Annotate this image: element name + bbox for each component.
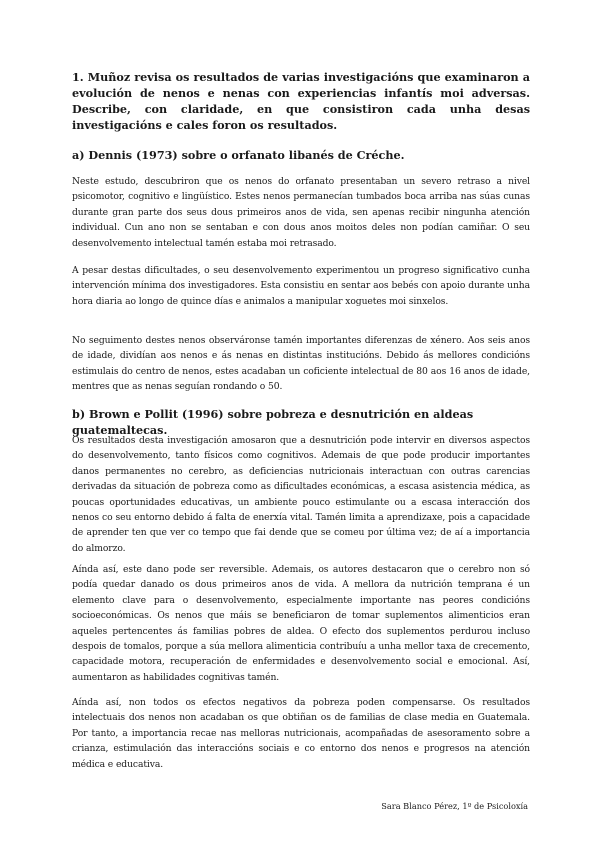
- page-footer: Sara Blanco Pérez, 1º de Psicoloxía: [381, 801, 528, 811]
- section-b-paragraph-3: Aínda así, non todos os efectos negativos da pobreza poden compensarse. Os resultados intelectuais dos nenos non acadaban os que obtiñan os de familias de clase media en Guatemala. Por tanto, a importancia recae nas melloras nutricionais, acompañadas de asesoramento sobre a crianza, estimulación das interaccións sociais e co entorno dos nenos e progresos na atención médica e educativa.: [72, 697, 530, 770]
- section-b-paragraph-2: Aínda así, este dano pode ser reversible. Ademais, os autores destacaron que o cerebro non só podía quedar danado os dous primeiros anos de vida. A mellora da nutrición temprana é un elemento clave para o desenvolvemento, especialmente importante nas peores condicións socioeconómicas. Os nenos que máis se beneficiaron de tomar suplementos alimenticios eran aqueles pertencentes ás familias pobres de aldea. O efecto dos suplementos perdurou incluso despois de tomalos, porque a súa mellora alimenticia contribuíu a unha mellor taxa de crecemento, capacidade motora, recuperación de enfermidades e desenvolvemento social e emocional. Así, aumentaron as habilidades cognitivas tamén.: [72, 564, 530, 683]
- question-text: 1. Muñoz revisa os resultados de varias investigacións que examinaron a evolución de nenos e nenas con experiencias infantís moi adversas. Describe, con claridade, en que consistiron cada unha desas investigacións e cales foron os resultados.: [72, 70, 530, 132]
- section-b-heading: b) Brown e Pollit (1996) sobre pobreza e desnutrición en aldeas guatemaltecas.: [72, 407, 474, 437]
- section-a-paragraph-2: A pesar destas dificultades, o seu desenvolvemento experimentou un progreso significativo cunha intervención mínima dos investigadores. Esta consistiu en sentar aos bebés con apoio durante unha hora diaria ao longo de quince días e animalos a manipular xoguetes moi sinxelos.: [72, 265, 530, 307]
- section-a-paragraph-1: Neste estudo, descubriron que os nenos do orfanato presentaban un severo retraso a nivel psicomotor, cognitivo e lingüístico. Estes nenos permanecían tumbados boca arriba nas súas cunas durante gran parte dos seus dous primeiros anos de vida, sen apenas recibir ningunha atención individual. Cun ano non se sentaban e con dous anos moitos deles non podían camiñar. O seu desenvolvemento intelectual tamén estaba moi retrasado.: [72, 176, 530, 249]
- section-a-heading: a) Dennis (1973) sobre o orfanato libanés de Créche.: [72, 148, 405, 162]
- section-b-paragraph-1: Os resultados desta investigación amosaron que a desnutrición pode intervir en diversos aspectos do desenvolvemento, tanto físicos como cognitivos. Ademais de que pode producir importantes danos permanentes no cerebro, as deficiencias nutricionais interactuan con outras carencias derivadas da situación de pobreza como as dificultades económicas, a escasa asistencia médica, as poucas oportunidades educativas, un ambiente pouco estimulante ou a escasa interacción dos nenos co seu entorno debido á falta de enerxía vital. Tamén limita a aprendizaxe, pois a capacidade de aprender ten que ver co tempo que fai dende que se comeu por última vez; de aí a importancia do almorzo.: [72, 435, 530, 554]
- section-a-paragraph-3: No seguimento destes nenos observáronse tamén importantes diferenzas de xénero. Aos seis anos de idade, dividían aos nenos e ás nenas en distintas institucións. Debido ás mellores condicións estimulais do centro de nenos, estes acadaban un coficiente intelectual de 80 aos 16 anos de idade, mentres que as nenas seguían rondando o 50.: [72, 335, 530, 393]
